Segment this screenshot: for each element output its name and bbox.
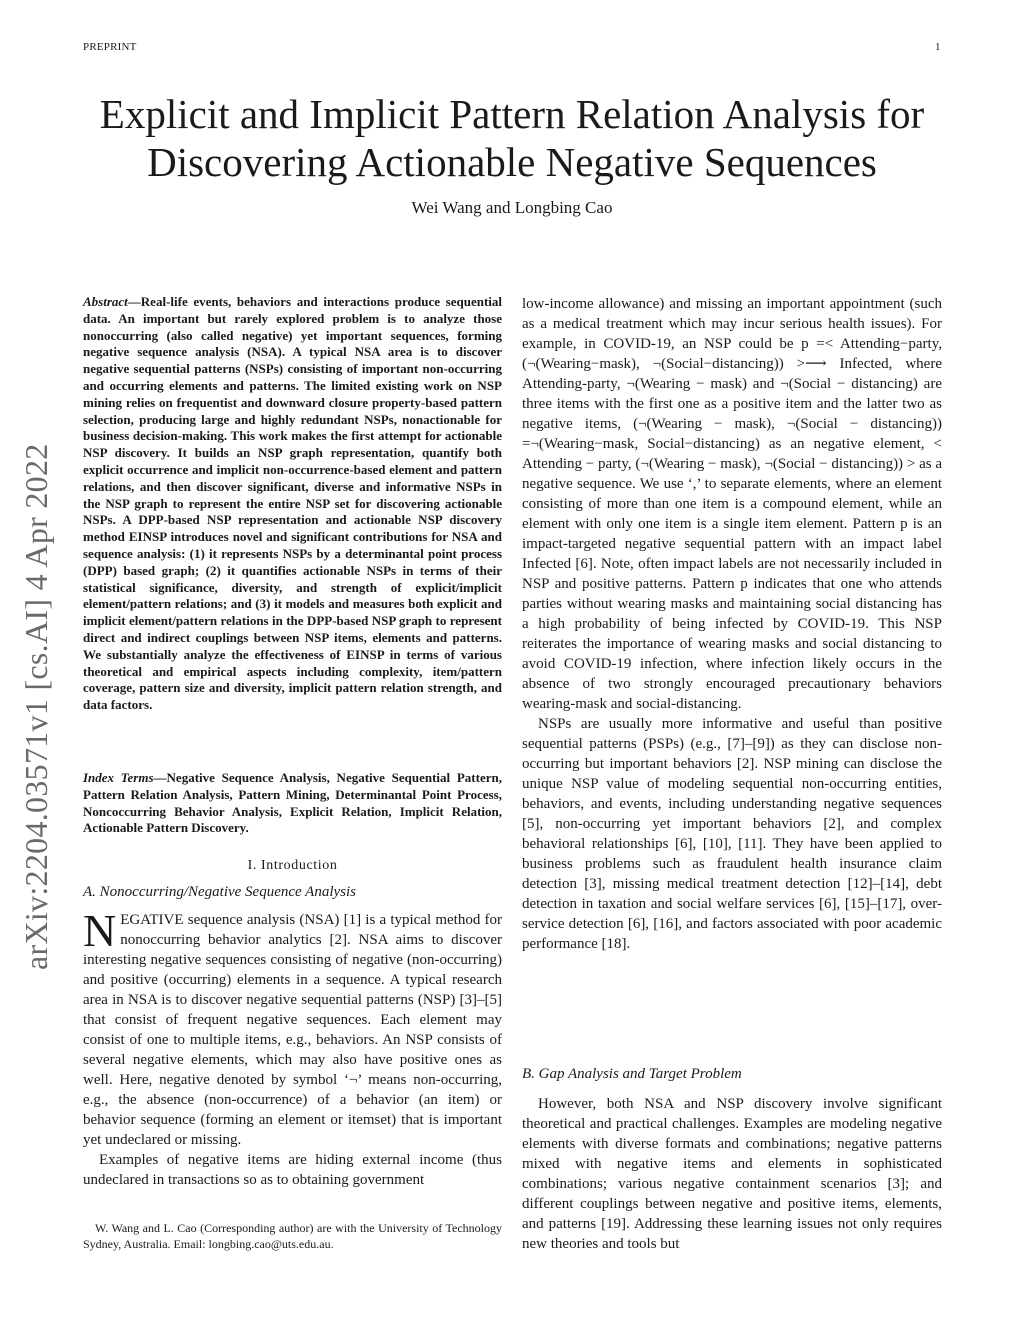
intro-paragraph-1 bbox=[83, 905, 502, 1150]
intro-body bbox=[83, 905, 502, 1190]
footnote-text: W. Wang and L. Cao (Corresponding author) are with the University of Technology Sydney, Australia. Email: longbing.cao@uts.edu.au. bbox=[83, 1221, 502, 1251]
index-terms-text: —Negative Sequence Analysis, Negative Sequential Pattern, Pattern Relation Analysis, Pattern Mining, Determinantal Point Process, Noncoccurring Behavior Analysis, Explicit Relation, Implicit Relation, Actionable Pattern Discovery. bbox=[83, 770, 502, 836]
right-paragraph-2: NSPs are usually more informative and useful than positive sequential patterns (PSPs) (e.g., [7]–[9]) as they can disclose non-occurring but important behaviors [2]. NSP mining can disclose the unique NSP value of modeling sequential non-occurring entities, behaviors, and events, including understanding negative sequences [5], non-occurring yet important behaviors [2], and complex behavioral relationships [6], [10], [11]. They have been applied to business problems such as fraudulent health insurance claim detection [3], missing medical treatment detection [12]–[14], debt detection in taxation and social welfare services [6], [15]–[17], over-service detection [6], [16], and factors associated with poor academic performance [18]. bbox=[522, 716, 942, 952]
index-terms bbox=[83, 770, 502, 837]
right-column-body-2 bbox=[522, 1094, 942, 1254]
intro-paragraph-2: Examples of negative items are hiding external income (thus undeclared in transactions so as to obtaining government bbox=[83, 1152, 502, 1188]
title-line-2: Discovering Actionable Negative Sequences bbox=[147, 139, 877, 185]
abstract-text: —Real-life events, behaviors and interactions produce sequential data. An important but rarely explored problem is to analyze those nonoccurring (also called negative) yet important sequences, forming negative sequence analysis (NSA). A typical NSA area is to discover negative sequential patterns (NSPs) consisting of important non-occurring and occurring elements and patterns. The limited existing work on NSP mining relies on frequentist and downward closure property-based pattern selection, producing large and highly redundant NSPs, nonactionable for business decision-making. This work makes the first attempt for actionable NSP discovery. It builds an NSP graph representation, quantify both explicit occurrence and implicit non-occurrence-based element and pattern relations, and then discover significant, diverse and informative NSPs in the NSP graph to represent the entire NSP set for discovering actionable NSPs. A DPP-based NSP representation and actionable NSP discovery method EINSP introduces novel and significant contributions for NSA and sequence analysis: (1) it represents NSPs by a determinantal point process (DPP) based graph; (2) it quantifies actionable NSPs in terms of their statistical significance, diversity, and strength of explicit/implicit element/pattern relations; and (3) it models and measures both explicit and implicit element/pattern relations in the DPP-based NSP graph to represent direct and indirect couplings between NSP items, elements and patterns. We substantially analyze the effectiveness of EINSP in terms of various theoretical and empirical aspects including complexity, item/pattern coverage, pattern size and diversity, implicit pattern relation strength, and data factors. bbox=[83, 294, 502, 713]
footnote bbox=[83, 1220, 502, 1252]
abstract-label: Abstract bbox=[83, 294, 128, 309]
drop-cap: N bbox=[83, 905, 117, 956]
index-terms-label: Index Terms bbox=[83, 770, 154, 785]
page-number: 1 bbox=[935, 41, 941, 53]
right-paragraph-1: low-income allowance) and missing an important appointment (such as a medical treatment which may incur serious health issues). For example, in COVID-19, an NSP could be p =< Attending−party, (¬(Wearing−mask), ¬(Social−distancing)) >⟶ Infected, where Attending-party, ¬(Wearing − mask) and ¬(Social − distancing) are three items with the first one as a positive item and the latter two as negative items, (¬(Wearing − mask), ¬(Social − distancing)) =¬(Wearing−mask, Social−distancing) as an negative element, < Attending − party, (¬(Wearing − mask), ¬(Social − distancing)) > as a negative sequence. We use ‘,’ to separate elements, where an element consisting of more than one item is a compound element, while an element with only one item is a single item element. Pattern p is an impact-targeted negative sequential pattern with an impact label Infected [6]. Note, often impact labels are not necessarily included in NSP and positive patterns. Pattern p indicates that one who attends parties without wearing masks and maintaining social distancing has a high probability of being infected by COVID-19. This NSP reiterates the importance of wearing masks and social distancing to avoid COVID-19 infection, where infection likely occurs in the absence of two strongly encouraged precautionary behaviors wearing-mask and social-distancing. bbox=[522, 296, 942, 712]
subsection-heading-b: B. Gap Analysis and Target Problem bbox=[522, 1066, 742, 1082]
running-header: PREPRINT bbox=[83, 41, 137, 53]
author-list: Wei Wang and Longbing Cao bbox=[411, 198, 613, 217]
paper-title bbox=[40, 90, 984, 186]
section-heading: I. Introduction bbox=[247, 858, 338, 873]
abstract bbox=[83, 294, 502, 714]
arxiv-stamp: arXiv:2204.03571v1 [cs.AI] 4 Apr 2022 bbox=[18, 443, 54, 970]
subsection-heading-a: A. Nonoccurring/Negative Sequence Analysis bbox=[83, 884, 356, 900]
right-column-body bbox=[522, 294, 942, 954]
title-line-1: Explicit and Implicit Pattern Relation Analysis for bbox=[99, 91, 925, 137]
right-paragraph-3: However, both NSA and NSP discovery involve significant theoretical and practical challenges. Examples are modeling negative elements with diverse formats and combinations; negative patterns mixed with negative items and elements in sophisticated combinations; various negative containment scenarios [3]; and different couplings between negative and positive items, elements, and patterns [19]. Addressing these learning issues not only requires new theories and tools but bbox=[522, 1096, 942, 1252]
intro-paragraph-1-text: EGATIVE sequence analysis (NSA) [1] is a typical method for nonoccurring behavior analytics [2]. NSA aims to discover interesting negative sequences consisting of negative (non-occurring) and positive (occurring) elements in a sequence. A typical research area in NSA is to discover negative sequential patterns (NSP) [3]–[5] that consist of frequent negative sequences. Each element may consist of one to multiple items, e.g., behaviors. An NSP consists of several negative elements, which may also have positive ones as well. Here, negative denoted by symbol ‘¬’ means non-occurring, e.g., the absence (non-occurrence) of a behavior (an item) or behavior sequence (forming an element or itemset) that is important yet undeclared or missing. bbox=[83, 912, 502, 1148]
